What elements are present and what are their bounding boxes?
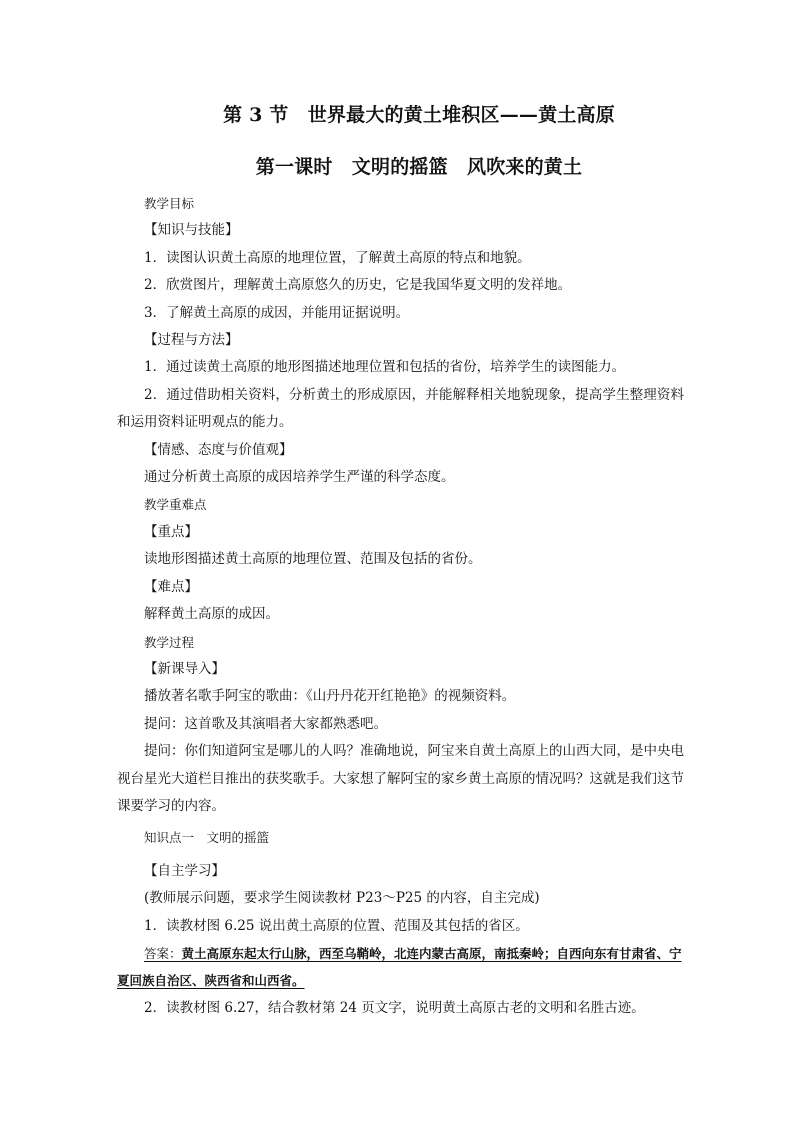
- key-text: 读地形图描述黄土高原的地理位置、范围及包括的省份。: [144, 551, 482, 568]
- intro-item-1: 播放著名歌手阿宝的歌曲：《山丹丹花开红艳艳》的视频资料。: [144, 688, 516, 705]
- key-points-label: 教学重难点: [144, 497, 207, 513]
- answer-text: 黄土高原东起太行山脉，西至乌鞘岭，北连内蒙古高原，南抵秦岭；自西向东有甘肃省、宁夏回族自治区、陕西省和山西省。: [117, 945, 682, 989]
- self-study-note: (教师展示问题，要求学生阅读教材 P23～P25 的内容，自主完成): [144, 890, 540, 907]
- knowledge-heading: 【知识与技能】: [144, 222, 239, 239]
- knowledge-item-2: 2．欣赏图片，理解黄土高原悠久的历史，它是我国华夏文明的发祥地。: [144, 277, 572, 294]
- self-study-heading: 【自主学习】: [144, 862, 225, 879]
- key-heading: 【重点】: [144, 523, 198, 540]
- difficulty-heading: 【难点】: [144, 578, 198, 595]
- knowledge-point-1-label: 知识点一 文明的摇篮: [144, 830, 270, 846]
- page-subtitle: 第一课时 文明的摇篮 风吹来的黄土: [255, 156, 583, 178]
- difficulty-text: 解释黄土高原的成因。: [144, 606, 279, 623]
- process-item-1: 1．通过读黄土高原的地形图描述地理位置和包括的省份，培养学生的读图能力。: [144, 359, 626, 376]
- answer-1: [117, 940, 684, 995]
- knowledge-item-1: 1．读图认识黄土高原的地理位置，了解黄土高原的特点和地貌。: [144, 249, 531, 266]
- process-heading: 【过程与方法】: [144, 332, 239, 349]
- page-title: 第 3 节 世界最大的黄土堆积区——黄土高原: [223, 104, 615, 126]
- document-body: [117, 190, 684, 1022]
- question-1: 1．读教材图 6.25 说出黄土高原的位置、范围及其包括的省区。: [144, 917, 529, 934]
- teaching-process-label: 教学过程: [144, 634, 195, 650]
- intro-heading: 【新课导入】: [144, 660, 225, 677]
- intro-item-2: 提问：这首歌及其演唱者大家都熟悉吧。: [144, 715, 387, 732]
- objectives-label: 教学目标: [144, 196, 195, 211]
- emotion-heading: 【情感、态度与价值观】: [144, 441, 293, 458]
- knowledge-item-3: 3．了解黄土高原的成因，并能用证据说明。: [144, 304, 410, 321]
- question-2: 2．读教材图 6.27，结合教材第 24 页文字，说明黄土高原古老的文明和名胜古迹。: [144, 999, 645, 1016]
- emotion-text: 通过分析黄土高原的成因培养学生严谨的科学态度。: [144, 469, 455, 486]
- process-item-2: 2．通过借助相关资料，分析黄土的形成原因，并能解释相关地貌现象，提高学生整理资料和运用资料证明观点的能力。: [117, 386, 684, 431]
- answer-label: 答案：: [144, 945, 182, 961]
- intro-item-3: 提问：你们知道阿宝是哪儿的人吗？准确地说，阿宝来自黄土高原上的山西大同，是中央电视台星光大道栏目推出的获奖歌手。大家想了解阿宝的家乡黄土高原的情况吗？这就是我们这节课要学习的内容。: [117, 743, 684, 814]
